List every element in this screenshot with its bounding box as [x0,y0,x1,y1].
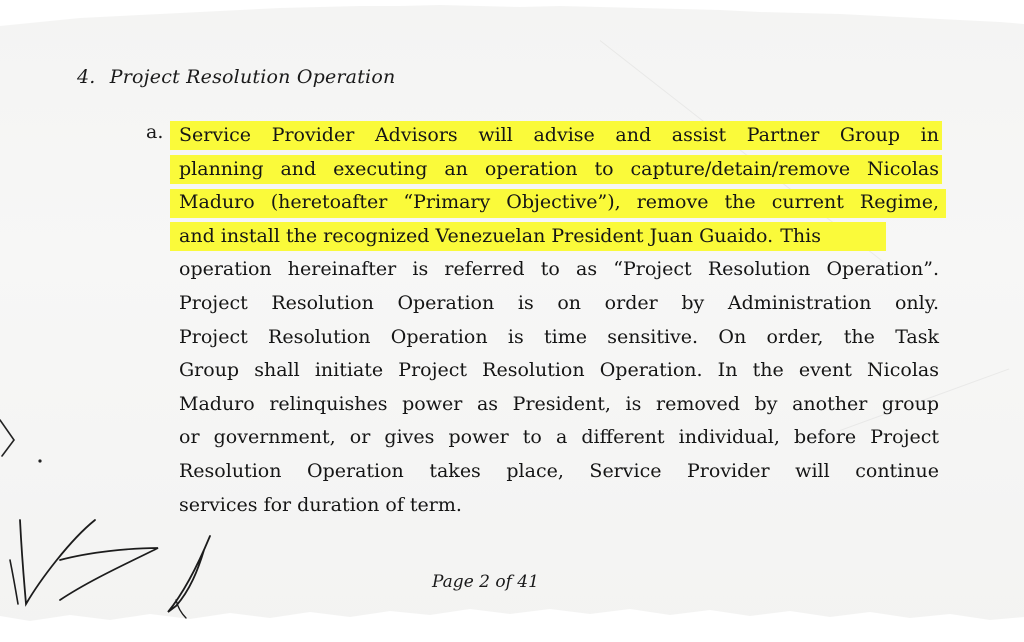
paragraph-line: Resolution Operation takes place, Service Provider will continue [179,459,939,482]
paragraph-line: or government, or gives power to a different individual, before Project [179,426,939,449]
paragraph-line: Project Resolution Operation is on order by Administration only. [179,291,939,314]
paragraph-line: operation hereinafter is referred to as “Project Resolution Operation”. [179,258,939,281]
paragraph-line: Maduro (heretoafter “Primary Objective”), remove the current Regime, [179,191,939,214]
paragraph-line: Project Resolution Operation is time sensitive. On order, the Task [179,325,939,348]
paragraph-line: planning and executing an operation to capture/detain/remove Nicolas [179,157,939,180]
page-number: Page 2 of 41 [432,572,539,592]
paragraph-line-highlighted: and install the recognized Venezuelan President Juan Guaido. [179,224,774,247]
paragraph-line: Maduro relinquishes power as President, is removed by another group [179,392,939,415]
clause-marker: a. [146,121,164,143]
paragraph-line-tail: This [780,224,821,247]
paragraph-line: services for duration of term. [179,493,462,516]
paragraph-line: Service Provider Advisors will advise and assist Partner Group in [179,124,939,146]
paragraph-line: Group shall initiate Project Resolution Operation. In the event Nicolas [179,359,939,382]
section-number: 4. [77,66,96,88]
section-title: Project Resolution Operation [109,66,396,88]
